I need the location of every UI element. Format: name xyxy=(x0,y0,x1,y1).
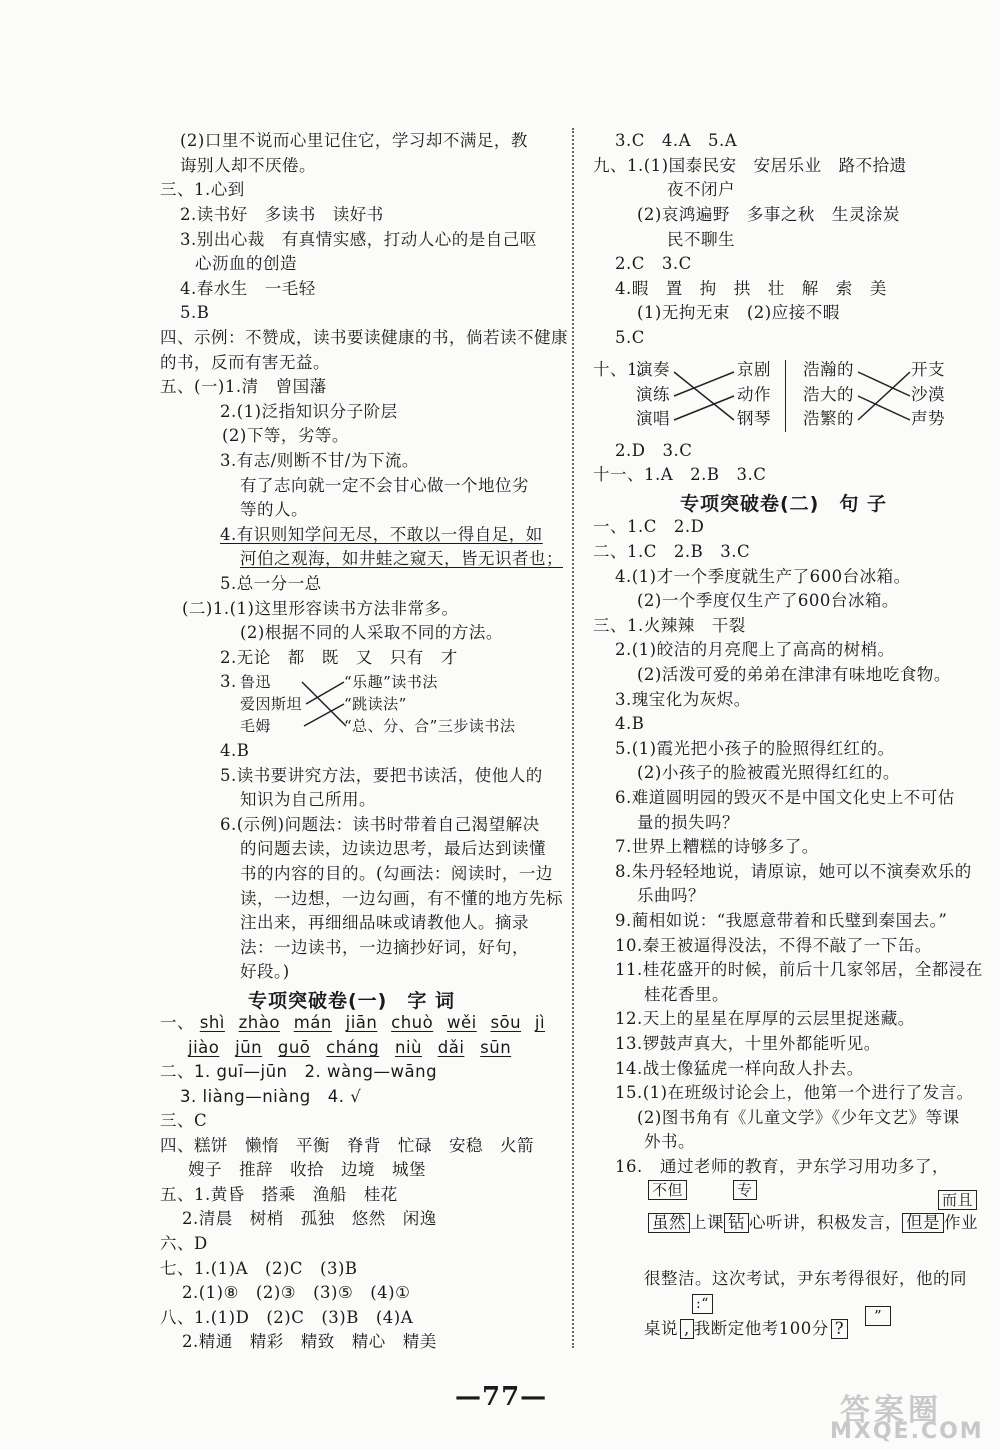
answer-line: 11.桂花盛开的时候，前后十几家邻居，全都浸在 xyxy=(615,960,983,979)
group-separator xyxy=(785,360,786,432)
correction-box: 不但 xyxy=(648,1180,687,1200)
answer-line: 书的内容的目的。(勾画法：阅读时，一边 xyxy=(240,864,553,883)
match-right-item: 动作 xyxy=(737,385,771,404)
answer-line: 四、糕饼 懒惰 平衡 脊背 忙碌 安稳 火箭 xyxy=(160,1136,534,1155)
page-number: —77— xyxy=(455,1382,548,1412)
pinyin-row: 一、 shì zhào mán jiān chuò wěi sōu jì xyxy=(160,1013,546,1032)
match-lines xyxy=(672,360,738,435)
answer-line: 7.世界上糟糕的诗够多了。 xyxy=(615,837,819,856)
match-right-item: “跳读法” xyxy=(344,695,407,713)
correction-box: 而且 xyxy=(938,1190,977,1210)
answer-line: (二)1.(1)这里形容读书方法非常多。 xyxy=(182,599,459,618)
question-number: 16. xyxy=(615,1157,643,1176)
answer-line: 2.(1)泛指知识分子阶层 xyxy=(220,402,398,421)
answer-line: 通过老师的教育，尹东学习用功多了， xyxy=(660,1157,949,1176)
match-right-item: “总、分、合”三步读书法 xyxy=(344,717,516,735)
answer-line: 5.C xyxy=(615,328,645,347)
answer-line: 二、1. guī—jūn 2. wàng—wāng xyxy=(160,1062,438,1081)
answer-line: (2)下等，劣等。 xyxy=(222,426,349,445)
answer-line: 的书，反而有害无益。 xyxy=(160,353,330,372)
answer-line: 2.读书好 多读书 读好书 xyxy=(180,205,384,224)
answer-line: 5.B xyxy=(180,303,210,322)
answer-line: 三、C xyxy=(160,1111,208,1130)
answer-line: 九、1.(1)国泰民安 安居乐业 路不拾遗 xyxy=(593,156,907,175)
answer-line: 很整洁。这次考试，尹东考得很好，他的同 xyxy=(644,1269,967,1288)
question-number: 十、1. xyxy=(593,360,644,379)
answer-line: 三、1.心到 xyxy=(160,180,245,199)
answer-line: 法：一边读书，一边摘抄好词，好句， xyxy=(240,938,529,957)
question-number: 3. xyxy=(220,672,237,691)
answer-line: 5.(1)霞光把小孩子的脸照得红红的。 xyxy=(615,739,895,758)
correction-box: :“ xyxy=(692,1294,713,1314)
answer-line: 心沥血的创造 xyxy=(195,254,297,273)
answer-line: 2.精通 精彩 精致 精心 精美 xyxy=(182,1332,437,1351)
pinyin-row: jiào jūn guō cháng niù dǎi sūn xyxy=(188,1038,512,1057)
match-left-item: 鲁迅 xyxy=(240,673,272,691)
answer-line: 的问题去读，边读边思考，最后达到读懂 xyxy=(240,839,546,858)
answer-line: 有了志向就一定不会甘心做一个地位劣 xyxy=(240,476,529,495)
answer-line: 8.朱丹轻轻地说，请原谅，她可以不演奏欢乐的 xyxy=(615,862,972,881)
answer-line: 4.春水生 一毛轻 xyxy=(180,279,316,298)
answer-line: 3.别出心裁 有真情实感，打动人心的是自己呕 xyxy=(180,230,537,249)
answer-line: 桌说 , 我断定他考100分 ? xyxy=(644,1318,848,1340)
answer-line: 15.(1)在班级讨论会上，他第一个进行了发言。 xyxy=(615,1083,974,1102)
answer-line: 14.战士像猛虎一样向敌人扑去。 xyxy=(615,1059,864,1078)
answer-line: 六、D xyxy=(160,1234,208,1253)
match-left-item: 毛姆 xyxy=(240,717,272,735)
match-left-item: 演唱 xyxy=(636,409,670,428)
answer-line: 七、1.(1)A (2)C (3)B xyxy=(160,1259,358,1278)
answer-line: 乐曲吗？ xyxy=(637,886,705,905)
match-left-item: 演练 xyxy=(636,385,670,404)
answer-line: 2.(1)⑧ (2)③ (3)⑤ (4)① xyxy=(182,1283,411,1302)
answer-line: (2)图书角有《儿童文学》《少年文艺》等课 xyxy=(637,1108,960,1127)
section-title: 专项突破卷(一) 字 词 xyxy=(248,990,455,1012)
answer-line: 五、(一)1.清 曾国藩 xyxy=(160,377,327,396)
answer-line: 十一、1.A 2.B 3.C xyxy=(593,465,767,484)
match-left-item: 浩瀚的 xyxy=(803,360,854,379)
answer-line: 虽然 上课 钻 心听讲，积极发言， 但是 作业 xyxy=(648,1212,978,1234)
answer-line: 知识为自己所用。 xyxy=(240,790,376,809)
match-right-item: 沙漠 xyxy=(911,385,945,404)
match-right-item: 钢琴 xyxy=(737,409,771,428)
match-left-item: 演奏 xyxy=(636,360,670,379)
answer-line: 5.总一分一总 xyxy=(220,574,322,593)
answer-line: 2.清晨 树梢 孤独 悠然 闲逸 xyxy=(182,1209,437,1228)
answer-line: 注出来，再细细品味或请教他人。摘录 xyxy=(240,913,529,932)
match-left-item: 爱因斯坦 xyxy=(240,695,303,713)
match-right-item: “乐趣”读书法 xyxy=(344,673,438,691)
answer-line: 河伯之观海，如井蛙之窥天，皆无识者也； xyxy=(240,549,563,568)
section-title: 专项突破卷(二) 句 子 xyxy=(680,493,887,515)
answer-line: (2)哀鸿遍野 多事之秋 生灵涂炭 xyxy=(637,205,900,224)
answer-line: 五、1.黄昏 搭乘 渔船 桂花 xyxy=(160,1185,398,1204)
answer-line: 读，一边想，一边勾画，有不懂的地方先标 xyxy=(240,889,563,908)
column-divider xyxy=(572,128,574,1348)
answer-line: 2.C 3.C xyxy=(615,254,692,273)
answer-line: (2)一个季度仅生产了600台冰箱。 xyxy=(637,591,899,610)
answer-line: 二、1.C 2.B 3.C xyxy=(593,542,751,561)
answer-line: 5.读书要讲究方法，要把书读活，使他人的 xyxy=(220,766,543,785)
answer-line: 量的损失吗？ xyxy=(637,813,739,832)
answer-line: (2)口里不说而心里记住它，学习却不满足，教 xyxy=(180,131,528,150)
answer-line: (2)活泼可爱的弟弟在津津有味地吃食物。 xyxy=(637,665,951,684)
answer-line: 三、1.火辣辣 干裂 xyxy=(593,616,746,635)
answer-line: 外书。 xyxy=(644,1132,695,1151)
answer-line: 3. liàng—niàng 4. √ xyxy=(180,1087,362,1106)
answer-line: 9.蔺相如说：“我愿意带着和氏璧到秦国去。” xyxy=(615,911,948,930)
answer-line: 6.(示例)问题法：读书时带着自己渴望解决 xyxy=(220,815,540,834)
match-right-item: 开支 xyxy=(911,360,945,379)
answer-line: 民不聊生 xyxy=(667,230,735,249)
correction-box: 专 xyxy=(733,1180,757,1200)
answer-line: 一、1.C 2.D xyxy=(593,517,705,536)
watermark-logo: 答案圈 MXQE.COM xyxy=(830,1393,984,1444)
answer-line: (2)小孩子的脸被霞光照得红红的。 xyxy=(637,763,900,782)
answer-line: 4.B xyxy=(615,714,645,733)
answer-line: 夜不闭户 xyxy=(667,180,735,199)
answer-line: 4.B xyxy=(220,741,250,760)
match-right-item: 声势 xyxy=(911,409,945,428)
answer-line: 桂花香里。 xyxy=(644,985,729,1004)
answer-line: 诲别人却不厌倦。 xyxy=(180,156,316,175)
answer-line: 13.锣鼓声真大，十里外都能听见。 xyxy=(615,1034,881,1053)
answer-line: 10.秦王被逼得没法，不得不敲了一下缶。 xyxy=(615,936,932,955)
answer-line: 2.D 3.C xyxy=(615,441,693,460)
answer-line: (1)无拘无束 (2)应接不暇 xyxy=(637,303,840,322)
match-left-item: 浩繁的 xyxy=(803,409,854,428)
match-lines xyxy=(856,360,914,435)
match-lines xyxy=(300,670,350,740)
answer-line: 四、示例：不赞成，读书要读健康的书，倘若读不健康 xyxy=(160,328,568,347)
match-right-item: 京剧 xyxy=(737,360,771,379)
answer-line: 6.难道圆明园的毁灭不是中国文化史上不可估 xyxy=(615,788,955,807)
answer-line: 3.有志/则断不甘/为下流。 xyxy=(220,451,419,470)
answer-line: 好段。) xyxy=(240,962,290,981)
answer-line: 2.(1)皎洁的月亮爬上了高高的树梢。 xyxy=(615,640,895,659)
match-left-item: 浩大的 xyxy=(803,385,854,404)
answer-line: 嫂子 推辞 收拾 边境 城堡 xyxy=(188,1160,426,1179)
answer-line: 4.暇 置 拘 拱 壮 解 索 美 xyxy=(615,279,887,298)
answer-line: 4.有识则知学问无尽，不敢以一得自足，如 xyxy=(220,525,543,544)
answer-line: 3.瑰宝化为灰烬。 xyxy=(615,690,751,709)
answer-line: 2.无论 都 既 又 只有 才 xyxy=(220,648,458,667)
answer-line: 12.天上的星星在厚厚的云层里捉迷藏。 xyxy=(615,1009,915,1028)
answer-line: 等的人。 xyxy=(240,500,308,519)
correction-box: ” xyxy=(865,1306,891,1326)
answer-line: 4.(1)才一个季度就生产了600台冰箱。 xyxy=(615,567,911,586)
answer-line: (2)根据不同的人采取不同的方法。 xyxy=(240,623,503,642)
answer-line: 3.C 4.A 5.A xyxy=(615,131,738,150)
answer-line: 八、1.(1)D (2)C (3)B (4)A xyxy=(160,1308,414,1327)
